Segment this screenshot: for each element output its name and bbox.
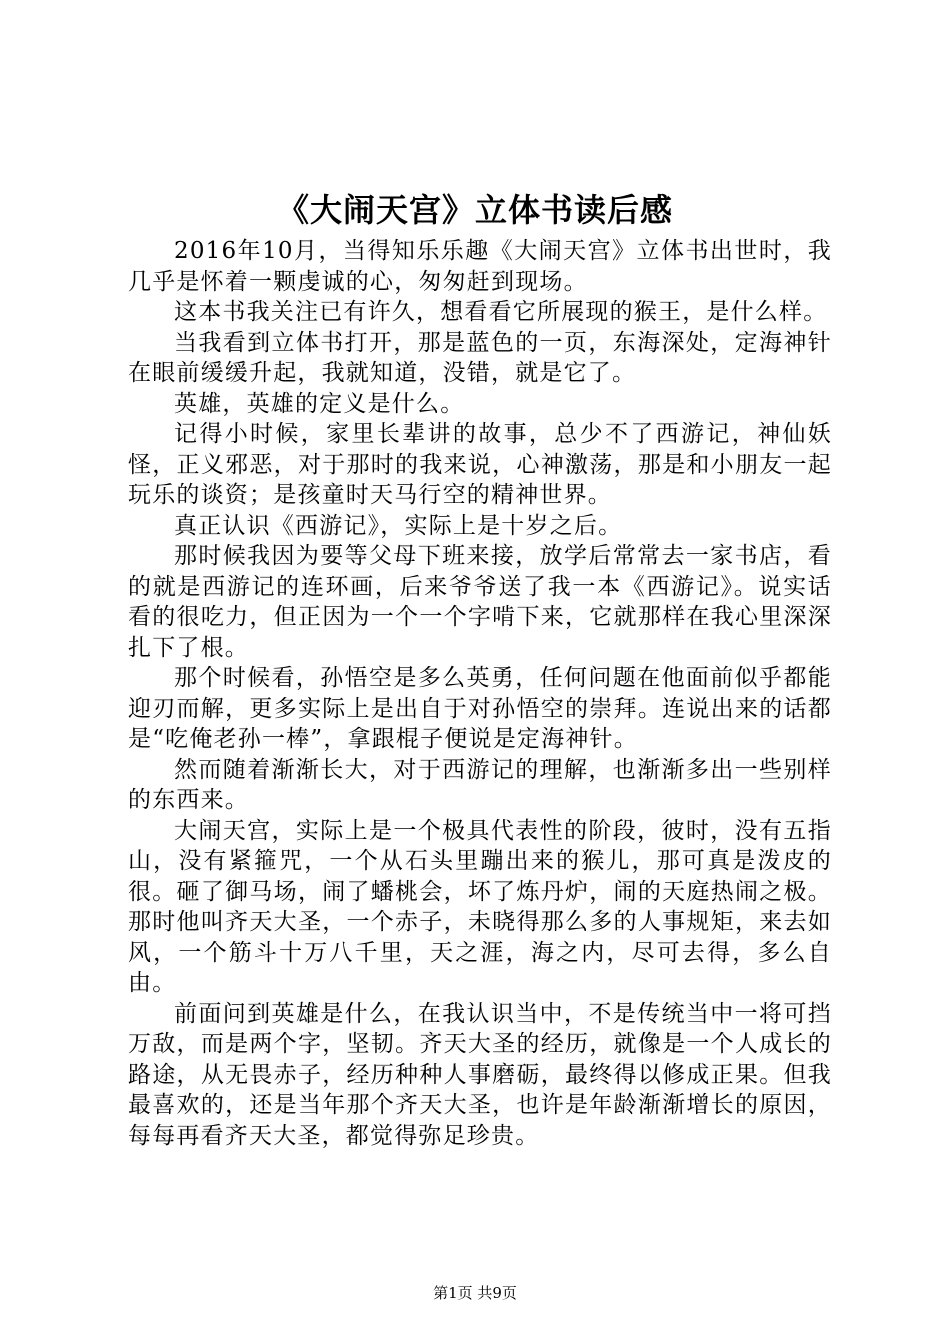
paragraph: 那时候我因为要等父母下班来接，放学后常常去一家书店，看的就是西游记的连环画，后来爷爷送了我一本《西游记》。说实话看的很吃力，但正因为一个一个字啃下来，它就那样在我心里深深扎下了根。: [128, 543, 832, 661]
document-title: 《大闹天宫》立体书读后感: [276, 191, 673, 229]
paragraph: 然而随着渐渐长大，对于西游记的理解，也渐渐多出一些别样的东西来。: [128, 756, 832, 813]
paragraph: 这本书我关注已有许久，想看看它所展现的猴王，是什么样。: [174, 299, 828, 325]
paragraph: 当我看到立体书打开，那是蓝色的一页，东海深处，定海神针在眼前缓缓升起，我就知道，没错，就是它了。: [128, 329, 832, 386]
document-body: [128, 236, 832, 1151]
paragraph: 记得小时候，家里长辈讲的故事，总少不了西游记，神仙妖怪，正义邪恶，对于那时的我来说，心神激荡，那是和小朋友一起玩乐的谈资；是孩童时天马行空的精神世界。: [128, 421, 832, 508]
paragraph: 2016年10月，当得知乐乐趣《大闹天宫》立体书出世时，我几乎是怀着一颗虔诚的心，匆匆赶到现场。: [128, 238, 832, 295]
paragraph: 大闹天宫，实际上是一个极具代表性的阶段，彼时，没有五指山，没有紧箍咒，一个从石头里蹦出来的猴儿，那可真是泼皮的很。砸了御马场，闹了蟠桃会，坏了炼丹炉，闹的天庭热闹之极。那时他叫齐天大圣，一个赤子，未晓得那么多的人事规矩，来去如风，一个筋斗十万八千里，天之涯，海之内，尽可去得，多么自由。: [128, 817, 832, 996]
paragraph: 英雄，英雄的定义是什么。: [174, 390, 465, 417]
paragraph: 真正认识《西游记》，实际上是十岁之后。: [174, 512, 623, 539]
page-number-footer: 第1页 共9页: [433, 1284, 517, 1302]
paragraph: 前面问到英雄是什么，在我认识当中，不是传统当中一将可挡万敌，而是两个字，坚韧。齐天大圣的经历，就像是一个人成长的路途，从无畏赤子，经历种种人事磨砺，最终得以修成正果。但我最喜欢的，还是当年那个齐天大圣，也许是年龄渐渐增长的原因，每每再看齐天大圣，都觉得弥足珍贵。: [128, 1000, 832, 1149]
paragraph: 那个时候看，孙悟空是多么英勇，任何问题在他面前似乎都能迎刃而解，更多实际上是出自于对孙悟空的崇拜。连说出来的话都是“吃俺老孙一棒”，拿跟棍子便说是定海神针。: [128, 665, 832, 752]
